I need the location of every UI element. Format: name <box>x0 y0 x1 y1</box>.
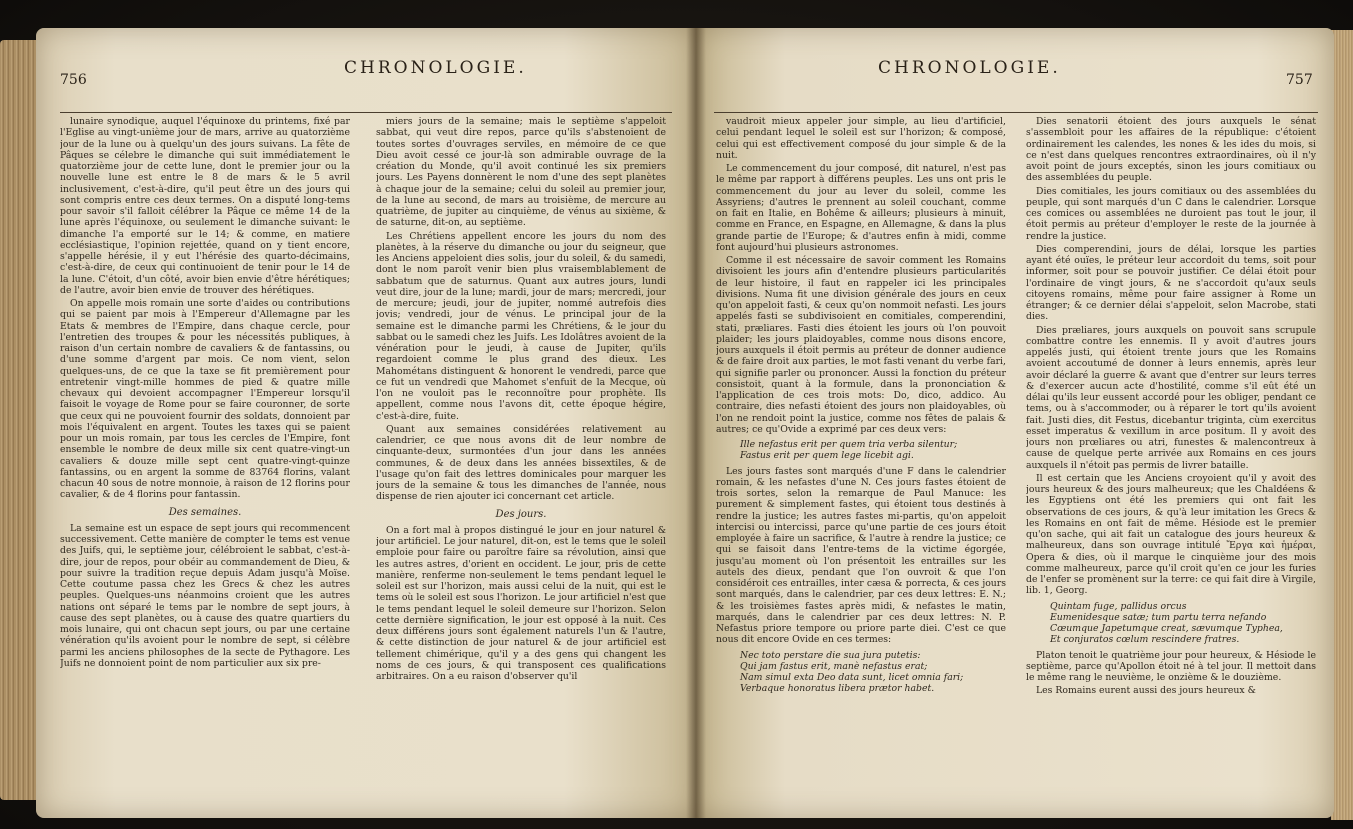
paragraph: Il est certain que les Anciens croyoient qu'il y avoit des jours heureux & des jours malheureux; que les Chaldéens & les Egyptiens ont été les premiers qui ont fait les observations de ces jours, & qu'à leur imitation les Grecs & les Romains en ont fait de même. Hésiode est le premier qu'on sache, qui ait fait un catalogue des jours heureux & malheureux, dans son ouvrage intitulé Ἔργα καὶ ἡμέραι, Opera & dies, où il marque le cinquième jour des mois comme malheureux, parce qu'il croit qu'en ce jour les furies de l'enfer se promènent sur la terre: ce qui fait dire à Virgile, lib. 1, Georg. <box>1026 472 1316 597</box>
right-header-rule <box>714 112 1318 113</box>
paragraph: vaudroit mieux appeler jour simple, au lieu d'artificiel, celui pendant lequel le soleil est sur l'horizon; & composé, celui qui est effectivement composé du jour simple & de la nuit. <box>716 116 1006 161</box>
paragraph: Quant aux semaines considérées relativement au calendrier, ce que nous avons dit de leur nombre de cinquante-deux, surmontées d'un jour dans les années communes, & de deux dans les années bissextiles, & de l'usage qu'on fait des lettres dominicales pour marquer les jours de la semaine & tous les dimanches de l'année, nous dispense de rien ajouter ici concernant cet article. <box>376 423 666 503</box>
paragraph: Les Romains eurent aussi des jours heureux & <box>1036 685 1256 697</box>
section-heading: Des semaines. <box>168 506 242 518</box>
verse-line: Nec toto perstare die sua jura putetis: <box>740 649 921 661</box>
left-column-2 <box>376 116 666 806</box>
verse-quote <box>1050 601 1316 646</box>
paragraph: Comme il est nécessaire de savoir comment les Romains divisoient les jours afin d'entendre plusieurs particularités de leur histoire, il faut en rappeler ici les principales divisions. Numa fit une division générale des jours en ceux qu'on appeloit fasti, & ceux qu'on nommoit nefasti. Les jours appelés fasti se subdivisoient en comitiales, comperendini, stati, præliares. Fasti dies étoient les jours où l'on pouvoit plaider; les jours plaidoyables, comme nous disons encore, jours auxquels il étoit permis au préteur de donner audience & de faire droit aux parties, le mot fasti venant du verbe fari, qui signifie parler ou prononcer. Aussi la fonction du préteur consistoit, quant à la formule, dans la prononciation & l'application de ces trois mots: Do, dico, addico. Au contraire, dies nefasti étoient des jours non plaidoyables, où l'on ne rendoit point la justice, comme nos fêtes de palais & autres; ce qu'Ovide a exprimé par ces deux vers: <box>716 255 1006 435</box>
verse-line: Verbaque honoratus libera prætor habet. <box>740 683 935 695</box>
left-page-edges <box>0 40 38 800</box>
paragraph: Dies senatorii étoient des jours auxquels le sénat s'assembloit pour les affaires de la république: c'étoient ordinairement les calendes, les nones & les ides du mois, si ce n'est dans quelques rencontres extraordinaires, où il n'y avoit point de jours exceptés, sinon les jours comitiaux ou des assemblées du peuple. <box>1026 116 1316 184</box>
right-folio: 757 <box>1286 72 1313 88</box>
left-column-1 <box>60 116 350 806</box>
paragraph: Le commencement du jour composé, dit naturel, n'est pas le même par rapport à différens peuples. Les uns ont pris le commencement du jour au lever du soleil, comme les Assyriens; d'autres le prennent au soleil couchant, comme on fait en Italie, en Bohême & ailleurs; plusieurs à minuit, comme en France, en Espagne, en Allemagne, & dans la plus grande partie de l'Europe; & d'autres enfin à midi, comme font aujourd'hui plusieurs astronomes. <box>716 163 1006 253</box>
verse-line: Ille nefastus erit per quem tria verba silentur; <box>740 439 958 450</box>
right-page <box>696 28 1334 818</box>
verse-line: Quintam fuge, pallidus orcus <box>1050 600 1187 612</box>
paragraph: On a fort mal à propos distingué le jour en jour naturel & jour artificiel. Le jour naturel, dit-on, est le tems que le soleil emploie pour faire ou paroître faire sa révolution, ainsi que les autres astres, d'orient en occident. Le jour, pris de cette manière, renferme non-seulement le tems pendant lequel le soleil est sur l'horizon, mais aussi celui de la nuit, qui est le tems où le soleil est sous l'horizon. Le jour artificiel n'est que le tems pendant lequel le soleil demeure sur l'horizon. Selon cette dernière signification, le jour est opposé à la nuit. Ces deux différens jours sont également naturels l'un & l'autre, & cette distinction de jour naturel & de jour artificiel est tellement chimérique, qu'il y a des gens qui changent les noms de ces jours, & qui transposent ces qualifications arbitraires. On a eu raison d'observer qu'il <box>376 524 666 682</box>
right-column-1 <box>716 116 1006 806</box>
paragraph: Les jours fastes sont marqués d'une F dans le calendrier romain, & les nefastes d'une N. Ces jours fastes étoient de trois sortes, selon la remarque de Paul Manuce: les purement & simplement fastes, qui étoient tous destinés à rendre la justice; les autres fastes mi-partis, qu'on appeloit intercisi ou intercissi, parce qu'une partie de ces jours étoit employée à faire un sacrifice, & l'autre à rendre la justice; ce qui se faisoit dans l'entre-tems de la victime égorgée, jusqu'au moment où l'on présentoit les entrailles sur les autels des dieux, pendant que l'on ouvroit & que l'on considéroit ces entrailles, inter cæsa & porrecta, & ces jours sont marqués, dans le calendrier, par ces deux lettres: E. N.; & les troisièmes fastes après midi, & nefastes le matin, marqués, dans le calendrier par ces deux lettres: N. P. Nefastus priore tempore ou priore parte diei. C'est ce que nous dit encore Ovide en ces termes: <box>716 465 1006 646</box>
paragraph: Dies comperendini, jours de délai, lorsque les parties ayant été ouïes, le préteur leur accordoit du tems, soit pour informer, soit pour se pouvoir justifier. Ce délai étoit pour l'ordinaire de vingt jours, & ne s'accordoit qu'aux seuls citoyens romains, même pour faire assigner à Rome un étranger; & ce dernier délai s'appeloit, selon Macrobe, stati dies. <box>1026 243 1316 323</box>
paragraph: La semaine est un espace de sept jours qui recommencent successivement. Cette manière de compter le tems est venue des Juifs, qui, le septième jour, célébroient le sabbat, c'est-à-dire, jour de repos, pour obéir au commandement de Dieu, & pour suivre la tradition reçue depuis Adam jusqu'à Moïse. Cette coutume passa chez les Grecs & chez les autres peuples. Quelques-uns néanmoins croient que les autres nations ont séparé le tems par le nombre de sept jours, à cause des sept planètes, ou à cause des quatre quartiers du mois lunaire, qui ont chacun sept jours, ou par une certaine vénération qu'ils avoient pour le nombre de sept, si célèbre parmi les anciens philosophes de la secte de Pythagore. Les Juifs ne donnoient point de nom particulier aux six pre- <box>60 522 350 669</box>
paragraph: Platon tenoit le quatrième jour pour heureux, & Hésiode le septième, parce qu'Apollon étoit né à tel jour. Il mettoit dans le même rang le neuvième, le onzième & le douzième. <box>1026 649 1316 683</box>
paragraph: On appelle mois romain une sorte d'aides ou contributions qui se paient par mois à l'Empereur d'Allemagne par les Etats & membres de l'Empire, dans chaque cercle, pour l'entretien des troupes & pour les nécessités publiques, à raison d'un certain nombre de cavaliers & de fantassins, ou d'une somme d'argent par mois. Ce nom vient, selon quelques-uns, de ce que la taxe se fit premièrement pour entretenir vingt-mille hommes de pied & quatre mille chevaux qui devoient accompagner l'Empereur lorsqu'il faisoit le voyage de Rome pour se faire couronner, de sorte que ceux qui ne pouvoient fournir des soldats, donnoient par mois l'équivalent en argent. Toutes les taxes qui se paient pour un mois romain, par tous les cercles de l'Empire, font ensemble le nombre de deux mille six cent quatre-vingt-un cavaliers & douze mille sept cent quatre-vingt-quinze fantassins, ou en argent la somme de 83764 florins, valant chacun 40 sous de notre monnoie, à raison de 12 florins pour cavalier, & de 4 florins pour fantassin. <box>60 298 350 501</box>
paragraph: miers jours de la semaine; mais le septième s'appeloit sabbat, qui veut dire repos, parce qu'ils s'abstenoient de toutes sortes d'ouvrages serviles, en mémoire de ce que Dieu avoit cessé ce jour-là son admirable ouvrage de la création du Monde, qu'il avoit continué les six premiers jours. Les Payens donnèrent le nom d'une des sept planètes à chaque jour de la semaine; celui du soleil au premier jour, de la lune au second, de mars au troisième, de mercure au quatrième, de jupiter au cinquième, de vénus au sixième, & de saturne, dit-on, au septième. <box>376 116 666 229</box>
verse-line: Cœumque Japetumque creat, sævumque Typhea, <box>1050 623 1283 634</box>
left-page <box>36 28 696 818</box>
verse-line: Eumenidesque satæ; tum partu terra nefando <box>1050 611 1267 623</box>
verse-line: Et conjuratos cœlum rescindere fratres. <box>1050 634 1240 646</box>
right-running-head: CHRONOLOGIE. <box>878 58 1061 78</box>
right-column-2 <box>1026 116 1316 806</box>
right-page-edges <box>1331 30 1353 820</box>
verse-line: Fastus erit per quem lege licebit agi. <box>740 450 914 462</box>
paragraph: Dies præliares, jours auxquels on pouvoit sans scrupule combattre contre les ennemis. Il y avoit d'autres jours appelés justi, qui étoient trente jours que les Romains avoient accoutumé de donner à leurs ennemis, après leur avoir déclaré la guerre & avant que d'entrer sur leurs terres & d'exercer aucun acte d'hostilité, comme s'il eût été un délai qu'ils leur eussent accordé pour les obliger, pendant ce tems, ou à s'accommoder, ou à réparer le tort qu'ils avoient fait. Justi dies, dit Festus, dicebantur triginta, cùm exercitus esset imperatus & vexillum in arce positum. Il y avoit des jours non prœliares ou atri, funestes & malencontreux à cause de quelque perte arrivée aux Romains en ces jours auxquels il n'étoit pas permis de livrer bataille. <box>1026 324 1316 471</box>
verse-quote <box>740 439 1006 462</box>
left-running-head: CHRONOLOGIE. <box>344 58 527 78</box>
verse-line: Nam simul exta Deo data sunt, licet omnia fari; <box>740 672 964 683</box>
paragraph: lunaire synodique, auquel l'équinoxe du printems, fixé par l'Eglise au vingt-unième jour de mars, arrive au quatorzième jour de la lune ou à quelqu'un des jours suivans. La fête de Pâques se célebre le dimanche qui suit immédiatement le quatorzième jour de cette lune, dont le premier jour ou la nouvelle lune est entre le 8 de mars & le 5 avril inclusivement, c'est-à-dire, qu'il peut être un des jours qui sont compris entre ces deux termes. On a disputé long-tems pour savoir s'il falloit célébrer la Pâque ce même 14 de la lune après l'équinoxe, ou seulement le dimanche suivant: le dimanche l'a emporté sur le 14; & comme, en matiere ecclésiastique, l'opinion rejettée, quand on y tient encore, s'appelle hérésie, il y eut l'hérésie des quarto-décimains, c'est-à-dire, de ceux qui continuoient de tenir pour le 14 de la lune. C'étoit, d'un côté, avoir bien envie d'être hérétiques; de l'autre, avoir bien envie de trouver des hérétiques. <box>60 116 350 296</box>
paragraph: Les Chrétiens appellent encore les jours du nom des planètes, à la réserve du dimanche ou jour du seigneur, que les Anciens appeloient dies solis, jour du soleil, & du samedi, dont le nom paroît venir bien plus vraisemblablement de sabbatum que de saturnus. Quant aux autres jours, lundi veut dire, jour de la lune; mardi, jour de mars; mercredi, jour de mercure; jeudi, jour de jupiter, nommé autrefois dies jovis; vendredi, jour de vénus. Le principal jour de la semaine est le dimanche parmi les Chrétiens, & le jour du sabbat ou le samedi chez les Juifs. Les Idolâtres avoient de la vénération pour le jeudi, à cause de Jupiter, qu'ils regardoient comme le plus grand des dieux. Les Mahométans distinguent & honorent le vendredi, parce que ce fut un vendredi que Mahomet s'enfuit de la Mecque, où l'on ne vouloit pas le reconnoître pour prophète. Ils appellent, comme nous l'avons dit, cette époque hégire, c'est-à-dire, fuite. <box>376 230 666 422</box>
left-folio: 756 <box>60 72 87 88</box>
book-gutter <box>686 28 706 818</box>
left-header-rule <box>60 112 672 113</box>
section-heading: Des jours. <box>495 508 547 520</box>
verse-quote <box>740 650 1006 695</box>
verse-line: Qui jam fastus erit, manè nefastus erat; <box>740 660 928 672</box>
paragraph: Dies comitiales, les jours comitiaux ou des assemblées du peuple, qui sont marqués d'un C dans le calendrier. Lorsque ces comices ou assemblées ne duroient pas tout le jour, il étoit permis au préteur d'employer le reste de la journée à rendre la justice. <box>1026 185 1316 242</box>
